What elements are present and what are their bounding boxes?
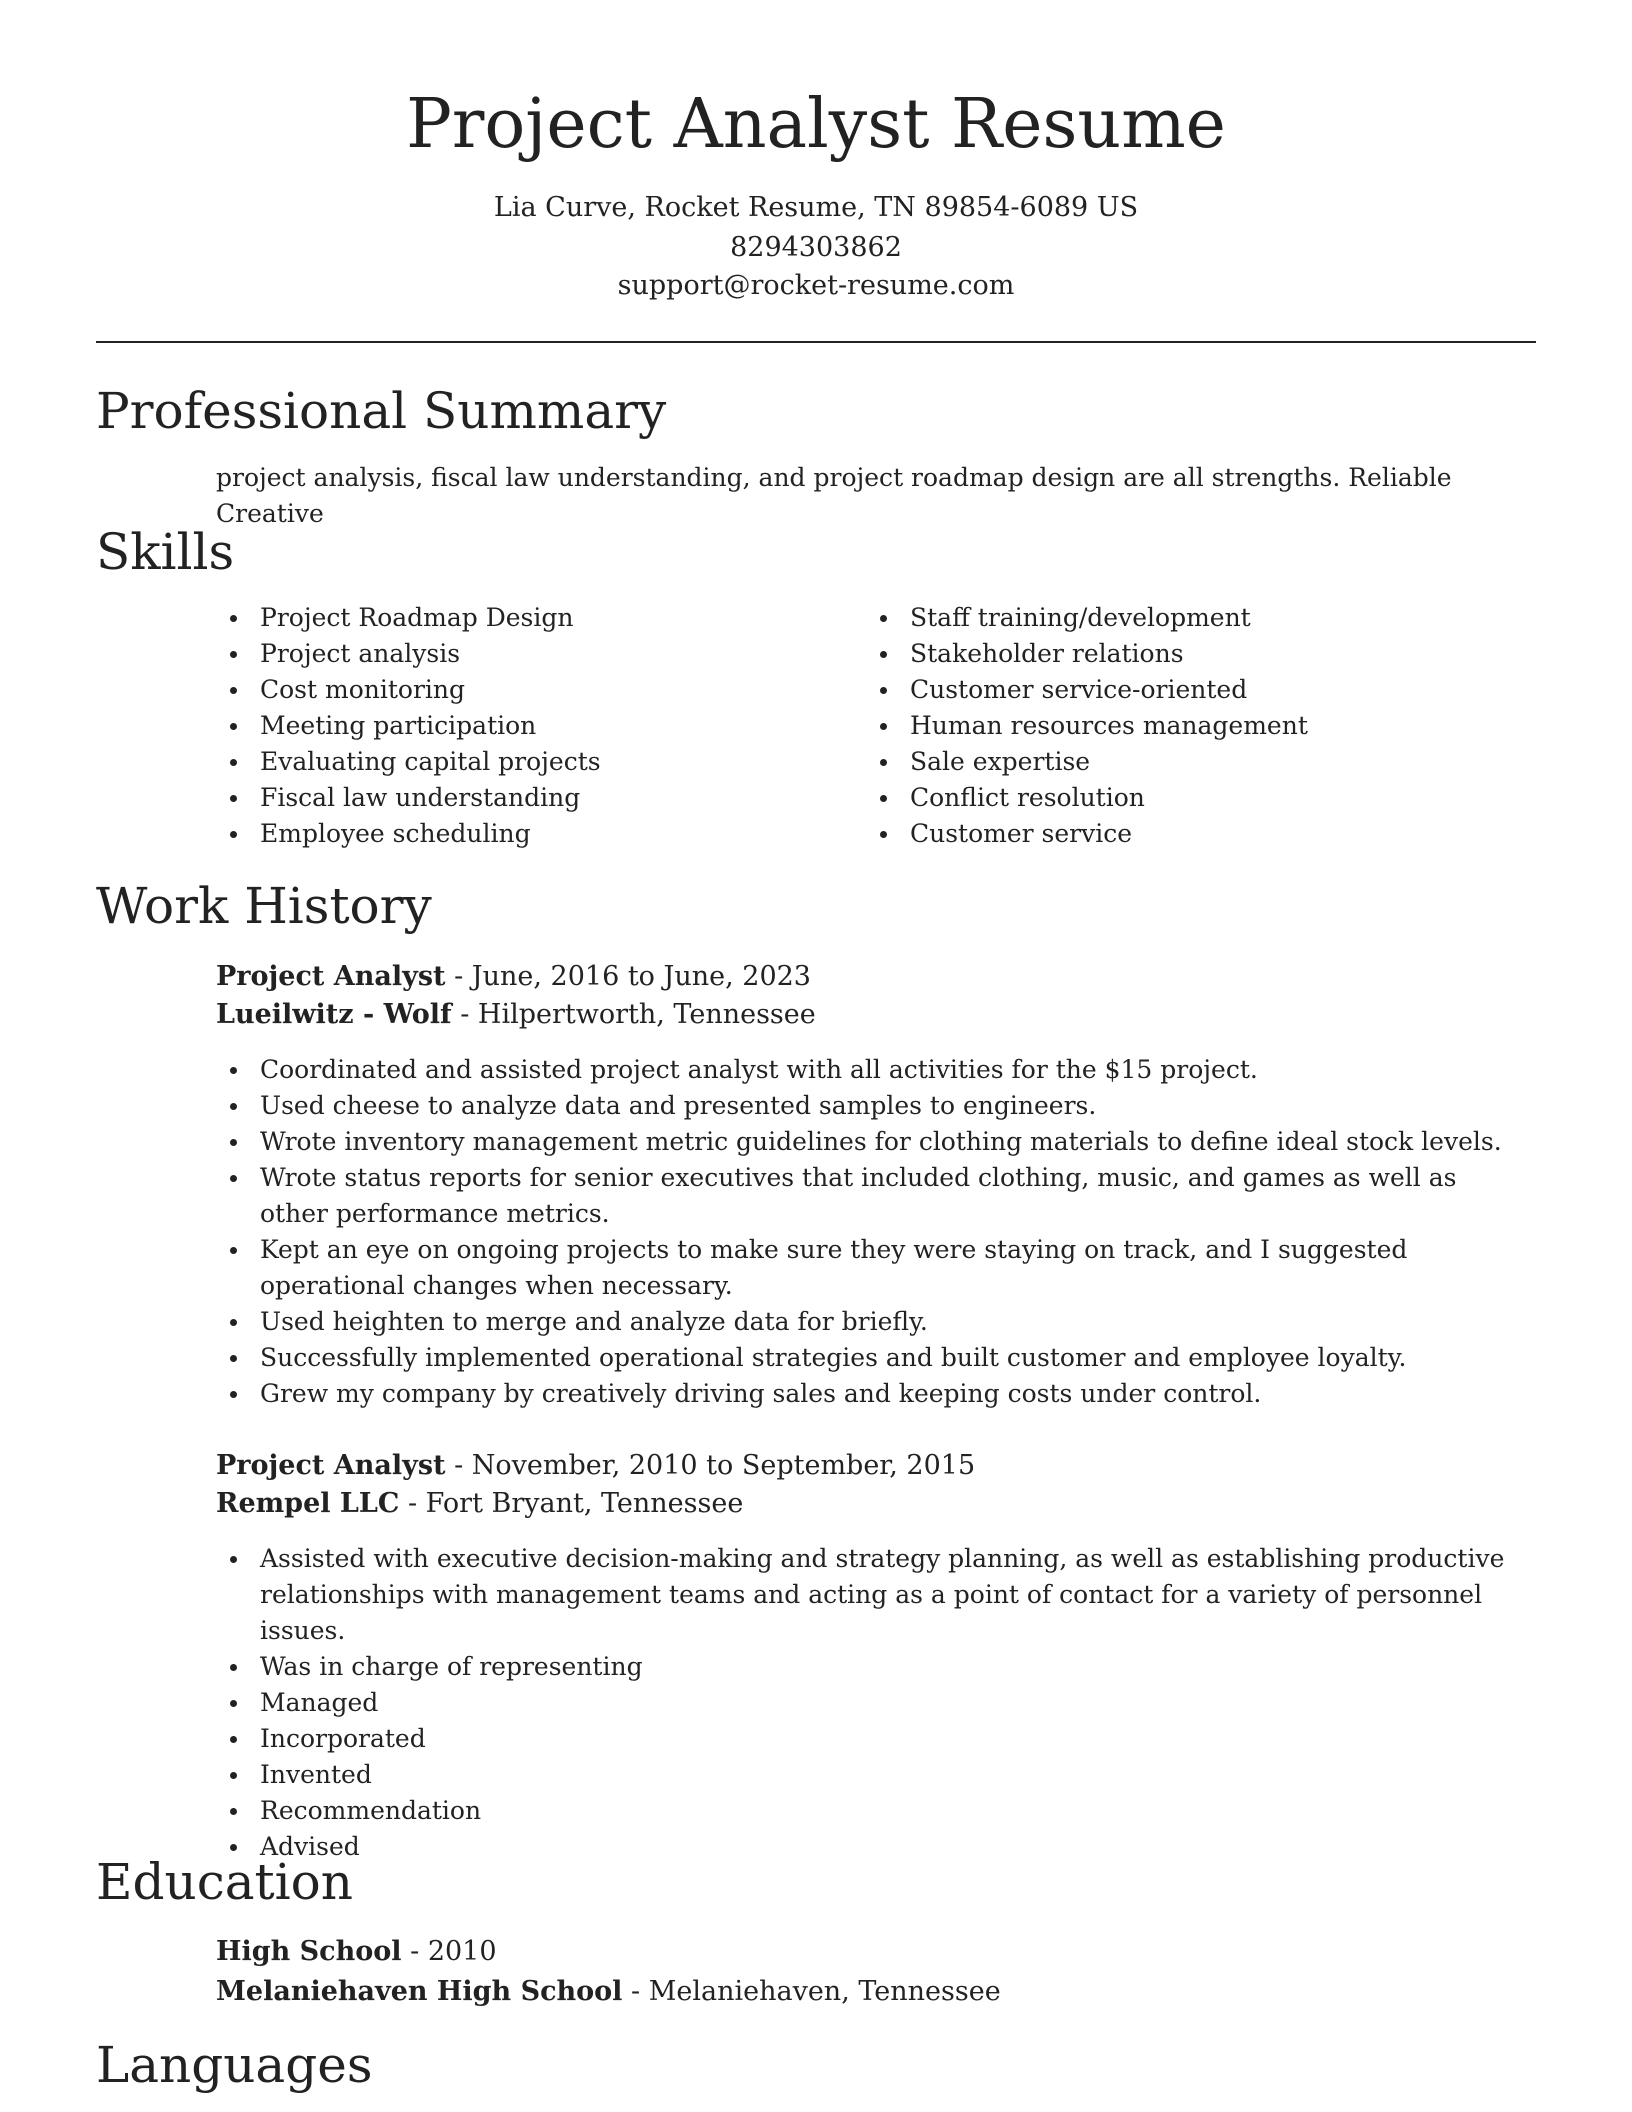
- bullet-dot: [230, 651, 237, 658]
- bullet-dot: [230, 1355, 237, 1362]
- summary-text: project analysis, fiscal law understanding, and project roadmap design are all strengths. Reliable Creative: [216, 463, 1452, 528]
- list-item: [216, 1793, 1506, 1829]
- list-item: [216, 672, 836, 708]
- education-location: - Melaniehaven, Tennessee: [622, 1976, 1001, 2007]
- section-title-languages: Languages: [96, 2036, 373, 2094]
- job-bullet-text: Managed: [260, 1688, 379, 1717]
- job-bullet-text: Grew my company by creatively driving sales and keeping costs under control.: [260, 1379, 1262, 1408]
- list-item: [866, 780, 1526, 816]
- contact-email: support@rocket-resume.com: [617, 270, 1015, 301]
- job-company: Lueilwitz - Wolf: [216, 999, 452, 1030]
- bullet-dot: [230, 1067, 237, 1074]
- bullet-dot: [230, 1175, 237, 1182]
- bullet-dot: [230, 1736, 237, 1743]
- list-item: [216, 636, 836, 672]
- job-location: - Fort Bryant, Tennessee: [399, 1488, 744, 1519]
- list-item: [216, 1757, 1506, 1793]
- bullet-dot: [230, 1139, 237, 1146]
- list-item: [866, 636, 1526, 672]
- education-school-line: [216, 1973, 1001, 2011]
- bullet-dot: [230, 1664, 237, 1671]
- section-title-work-history: Work History: [96, 877, 432, 935]
- bullet-dot: [230, 723, 237, 730]
- list-item: [216, 1829, 1506, 1865]
- job-1-title-line: [216, 958, 811, 996]
- job-bullet-text: Kept an eye on ongoing projects to make sure they were staying on track, and I suggested operational changes when necessary.: [260, 1235, 1408, 1300]
- list-item: [866, 672, 1526, 708]
- skill-label: Customer service-oriented: [910, 675, 1248, 704]
- bullet-dot: [230, 1247, 237, 1254]
- bullet-dot: [880, 831, 887, 838]
- bullet-dot: [880, 615, 887, 622]
- list-item: [216, 1649, 1506, 1685]
- job-dates: - November, 2010 to September, 2015: [445, 1450, 976, 1481]
- list-item: [866, 708, 1526, 744]
- bullet-dot: [230, 759, 237, 766]
- job-bullet-text: Was in charge of representing: [260, 1652, 643, 1681]
- bullet-dot: [230, 1103, 237, 1110]
- skill-label: Stakeholder relations: [910, 639, 1184, 668]
- job-bullet-text: Recommendation: [260, 1796, 482, 1825]
- education-degree: High School: [216, 1936, 402, 1967]
- list-item: [216, 1685, 1506, 1721]
- job-dates: - June, 2016 to June, 2023: [445, 961, 811, 992]
- list-item: [216, 1304, 1506, 1340]
- list-item: [216, 1376, 1506, 1412]
- bullet-dot: [230, 831, 237, 838]
- list-item: [216, 1541, 1506, 1649]
- list-item: [216, 780, 836, 816]
- list-item: [866, 600, 1526, 636]
- education-degree-line: [216, 1933, 497, 1971]
- skills-list-right: [866, 600, 1526, 852]
- job-company: Rempel LLC: [216, 1488, 400, 1519]
- job-bullet-text: Used cheese to analyze data and presented samples to engineers.: [260, 1091, 1097, 1120]
- list-item: [866, 816, 1526, 852]
- list-item: [216, 708, 836, 744]
- job-bullet-text: Used heighten to merge and analyze data for briefly.: [260, 1307, 928, 1336]
- skill-label: Meeting participation: [260, 711, 537, 740]
- skill-label: Customer service: [910, 819, 1133, 848]
- bullet-dot: [230, 687, 237, 694]
- job-bullet-text: Wrote status reports for senior executives that included clothing, music, and games as well as other performance metrics.: [260, 1163, 1457, 1228]
- job-2-title-line: [216, 1447, 975, 1485]
- section-title-education: Education: [96, 1853, 353, 1911]
- job-role: Project Analyst: [216, 1450, 446, 1481]
- job-bullet-text: Advised: [260, 1832, 360, 1861]
- skills-list-left: [216, 600, 836, 852]
- job-bullet-text: Coordinated and assisted project analyst with all activities for the $15 project.: [260, 1055, 1258, 1084]
- job-location: - Hilpertworth, Tennessee: [451, 999, 816, 1030]
- job-bullet-text: Successfully implemented operational strategies and built customer and employee loyalty.: [260, 1343, 1407, 1372]
- list-item: [216, 1721, 1506, 1757]
- bullet-dot: [230, 1556, 237, 1563]
- skill-label: Fiscal law understanding: [260, 783, 581, 812]
- job-bullet-text: Incorporated: [260, 1724, 426, 1753]
- bullet-dot: [880, 759, 887, 766]
- skill-label: Human resources management: [910, 711, 1308, 740]
- list-item: [216, 816, 836, 852]
- list-item: [216, 1232, 1506, 1304]
- skill-label: Cost monitoring: [260, 675, 466, 704]
- education-year: - 2010: [401, 1936, 497, 1967]
- list-item: [216, 744, 836, 780]
- job-1-bullets: [216, 1052, 1506, 1412]
- section-title-summary: Professional Summary: [96, 382, 667, 440]
- contact-address: Lia Curve, Rocket Resume, TN 89854-6089 US: [493, 192, 1139, 223]
- job-2-company-line: [216, 1485, 743, 1523]
- skill-label: Project Roadmap Design: [260, 603, 574, 632]
- job-bullet-text: Wrote inventory management metric guidelines for clothing materials to define ideal stock levels.: [260, 1127, 1502, 1156]
- skill-label: Conflict resolution: [910, 783, 1145, 812]
- bullet-dot: [880, 687, 887, 694]
- list-item: [216, 1340, 1506, 1376]
- skill-label: Sale expertise: [910, 747, 1091, 776]
- bullet-dot: [230, 795, 237, 802]
- job-1-company-line: [216, 996, 816, 1034]
- bullet-dot: [230, 1772, 237, 1779]
- bullet-dot: [230, 615, 237, 622]
- section-title-skills: Skills: [96, 523, 235, 581]
- contact-phone: 8294303862: [730, 232, 902, 263]
- list-item: [216, 600, 836, 636]
- bullet-dot: [230, 1700, 237, 1707]
- list-item: [216, 1160, 1506, 1232]
- skill-label: Staff training/development: [910, 603, 1251, 632]
- skill-label: Project analysis: [260, 639, 461, 668]
- header-divider: [96, 341, 1536, 343]
- bullet-dot: [880, 795, 887, 802]
- bullet-dot: [880, 651, 887, 658]
- list-item: [216, 1052, 1506, 1088]
- skill-label: Evaluating capital projects: [260, 747, 601, 776]
- job-bullet-text: Invented: [260, 1760, 372, 1789]
- job-bullet-text: Assisted with executive decision-making and strategy planning, as well as establishing productive relationships with management teams and acting as a point of contact for a variety of personnel issues.: [260, 1544, 1505, 1645]
- job-role: Project Analyst: [216, 961, 446, 992]
- education-school: Melaniehaven High School: [216, 1976, 623, 2007]
- bullet-dot: [230, 1319, 237, 1326]
- bullet-dot: [230, 1391, 237, 1398]
- list-item: [866, 744, 1526, 780]
- list-item: [216, 1088, 1506, 1124]
- job-2-bullets: [216, 1541, 1506, 1865]
- bullet-dot: [230, 1808, 237, 1815]
- skill-label: Employee scheduling: [260, 819, 531, 848]
- bullet-dot: [880, 723, 887, 730]
- list-item: [216, 1124, 1506, 1160]
- resume-title: Project Analyst Resume: [406, 85, 1226, 164]
